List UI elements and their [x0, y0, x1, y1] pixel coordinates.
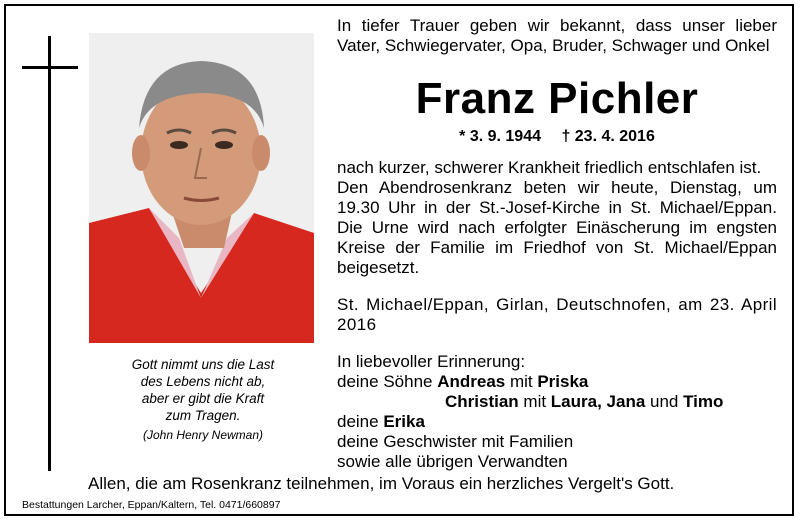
life-dates	[337, 128, 777, 146]
portrait-photo	[89, 33, 314, 343]
family-son2	[337, 392, 777, 412]
undertaker-info: Bestattungen Larcher, Eppan/Kaltern, Tel. 0471/660897	[22, 499, 281, 511]
deceased-name: Franz Pichler	[415, 74, 699, 123]
body-paragraph: Den Abendrosenkranz beten wir heute, Dienstag, um 19.30 Uhr in der St.-Josef-Kirche in St. Michael/Eppan. Die Urne wird nach erfolgter Einäscherung im engsten Kreise der Familie im Friedhof von St. Michael/Eppan beigesetzt.	[337, 178, 777, 277]
grandchild-name: Timo	[683, 392, 724, 411]
quote-author: (John Henry Newman)	[142, 428, 264, 442]
connector: mit	[505, 372, 538, 391]
son-name: Christian	[445, 392, 519, 411]
wife-label: deine	[337, 412, 384, 431]
announcement-body	[337, 158, 777, 278]
family-wife	[337, 412, 777, 432]
connector: mit	[518, 392, 551, 411]
connector: und	[645, 392, 684, 411]
quote-line: aber er gibt die Kraft	[141, 391, 265, 406]
family-list	[337, 352, 777, 472]
sons-label: deine Söhne	[337, 372, 438, 391]
thanks-line: Allen, die am Rosenkranz teilnehmen, im Voraus ein herzliches Vergelt's Gott.	[88, 474, 675, 493]
cross-icon-bar	[22, 66, 78, 69]
quote-text	[98, 356, 308, 424]
son-name: Andreas	[437, 372, 506, 391]
family-sons	[337, 372, 777, 392]
cross-icon	[48, 36, 51, 471]
birth-date: * 3. 9. 1944	[459, 128, 541, 145]
quote-line: zum Tragen.	[165, 408, 241, 423]
intro-text: In tiefer Trauer geben wir bekannt, dass unser lieber Vater, Schwiegervater, Opa, Bruder, Schwager und Onkel	[337, 16, 777, 55]
place-date: St. Michael/Eppan, Girlan, Deutschnofen, am 23. April 2016	[337, 295, 777, 334]
quote-line: Gott nimmt uns die Last	[131, 357, 275, 372]
death-date: † 23. 4. 2016	[561, 128, 655, 145]
memory-heading: In liebevoller Erinnerung:	[337, 352, 526, 371]
partner-name: Priska	[537, 372, 589, 391]
wife-name: Erika	[383, 412, 425, 431]
grandchildren-names: Laura, Jana	[550, 392, 646, 411]
quote-line: des Lebens nicht ab,	[140, 374, 266, 389]
family-siblings: deine Geschwister mit Familien	[337, 432, 574, 451]
family-relatives: sowie alle übrigen Verwandten	[337, 452, 568, 471]
body-paragraph: nach kurzer, schwerer Krankheit friedlich entschlafen ist.	[337, 158, 762, 177]
portrait-illustration	[89, 33, 314, 343]
